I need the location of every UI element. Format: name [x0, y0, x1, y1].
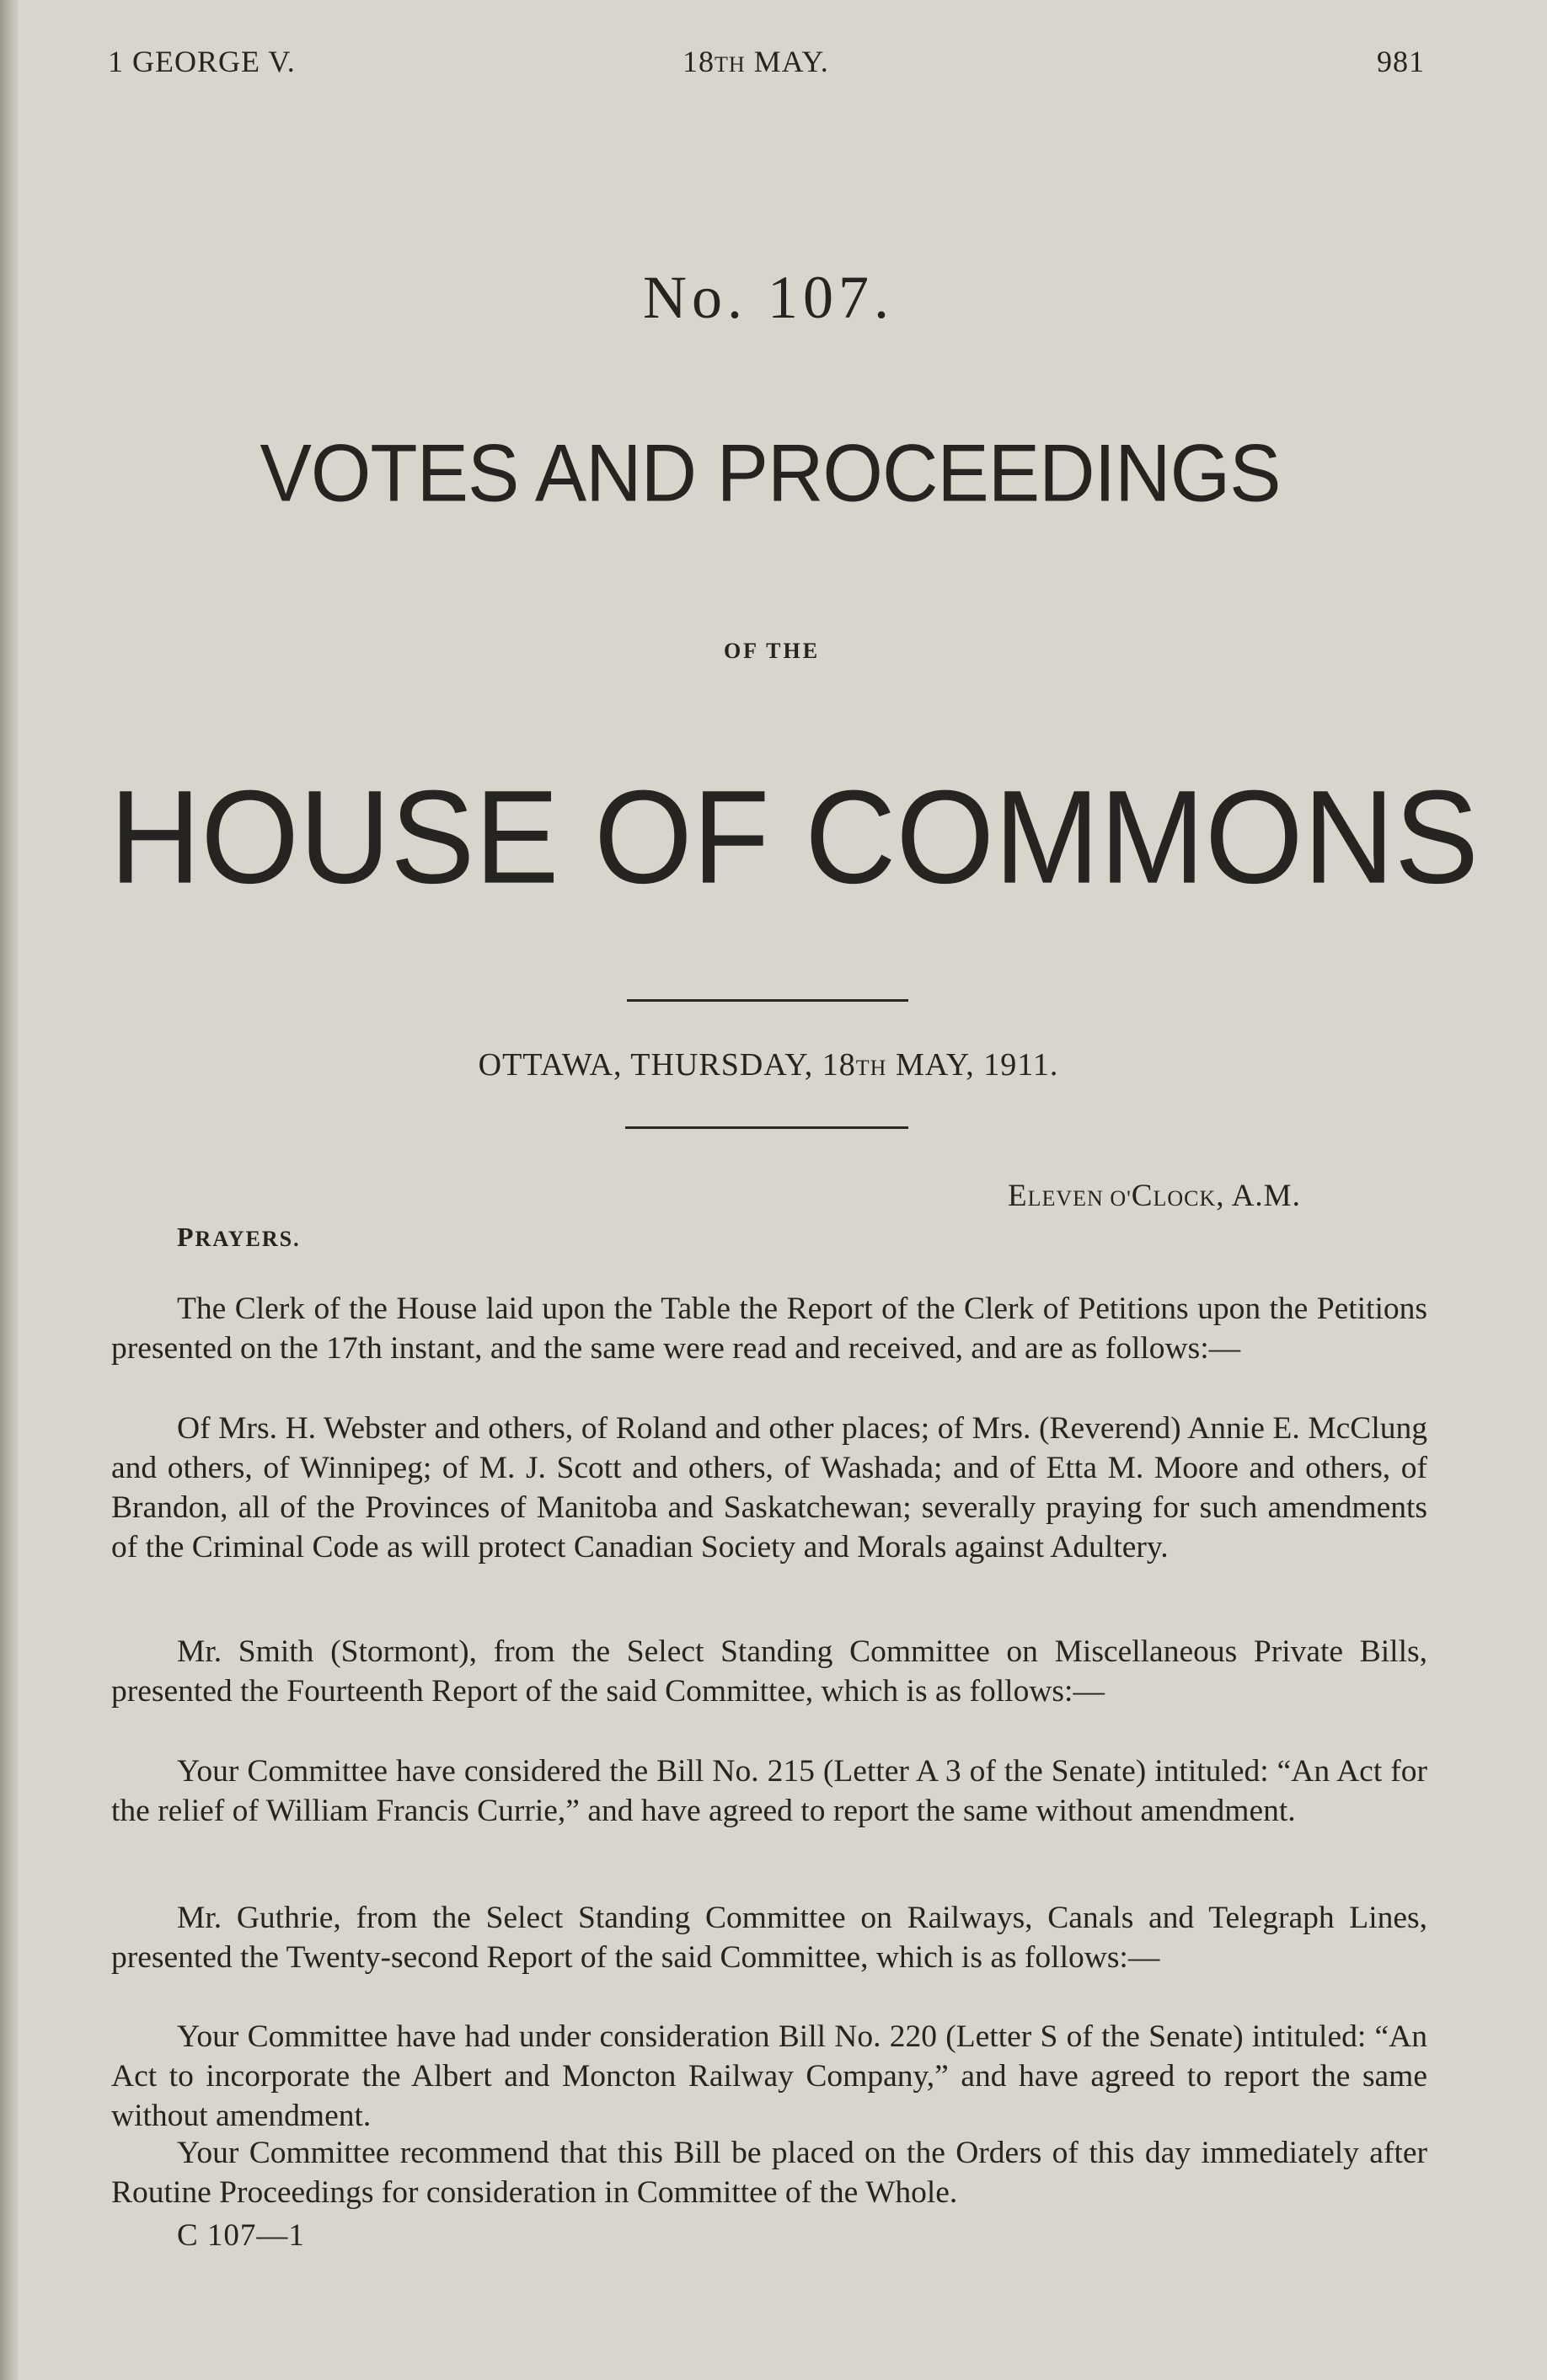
- title-connector: OF THE: [723, 639, 821, 663]
- sitting-time-ampm: , A.M.: [1216, 1179, 1301, 1213]
- paragraph-text: Your Committee have considered the Bill No. 215 (Letter A 3 of the Senate) intituled: “An Act for the relief of William Francis Currie,” and have agreed to report the same without amendment.: [111, 1754, 1427, 1828]
- prayers-rest: RAYERS.: [195, 1227, 301, 1251]
- place-date-ordinal: TH: [855, 1056, 887, 1080]
- prayers-initial: P: [177, 1222, 195, 1252]
- paragraph-text: Your Committee have had under consideration Bill No. 220 (Letter S of the Senate) intituled: “An Act to incorporate the Albert and Moncton Railway Company,” and have agreed to report the same without amendment.: [111, 2019, 1427, 2133]
- sitting-time: [1008, 1178, 1301, 1214]
- paragraph-clerk-report: [111, 1289, 1427, 1368]
- divider-rule-top: [627, 999, 908, 1002]
- paragraph-text: Of Mrs. H. Webster and others, of Roland and other places; of Mrs. (Reverend) Annie E. McClung and others, of Winnipeg; of M. J. Scott and others, of Washada; and of Etta M. Moore and others, of Brandon, all of the Provinces of Manitoba and Saskatchewan; severally praying for such amendments of the Criminal Code as will protect Canadian Society and Morals against Adultery.: [111, 1411, 1427, 1564]
- running-head-date: [682, 44, 829, 79]
- paragraph-bill-215: [111, 1752, 1427, 1831]
- paragraph-recommendation: [111, 2133, 1427, 2212]
- paragraph-bill-220: [111, 2017, 1427, 2136]
- sitting-time-e: E: [1008, 1179, 1028, 1213]
- prayers-heading: [177, 1222, 301, 1253]
- running-head-ordinal: TH: [715, 52, 746, 77]
- issue-number: No. 107.: [643, 264, 894, 331]
- paragraph-text: Mr. Smith (Stormont), from the Select Standing Committee on Miscellaneous Private Bills, presented the Fourteenth Report of the said Committee, which is as follows:—: [111, 1634, 1427, 1709]
- page-binding-edge: [0, 0, 19, 2380]
- paragraph-smith-report: [111, 1632, 1427, 1711]
- running-head-regnal-year: 1 GEORGE V.: [108, 45, 296, 78]
- place-and-date: [0, 1046, 1542, 1083]
- sitting-time-o: O': [1103, 1186, 1132, 1211]
- paragraph-petitions-list: [111, 1409, 1427, 1567]
- paragraph-text: Mr. Guthrie, from the Select Standing Committee on Railways, Canals and Telegraph Lines, presented the Twenty-second Report of the said Committee, which is as follows:—: [111, 1901, 1427, 1975]
- paragraph-text: The Clerk of the House laid upon the Table the Report of the Clerk of Petitions upon the Petitions presented on the 17th instant, and the same were read and received, and are as follows:—: [111, 1292, 1427, 1366]
- paragraph-guthrie-report: [111, 1898, 1427, 1977]
- place-date-rest: MAY, 1911.: [886, 1047, 1059, 1083]
- sitting-time-lock: LOCK: [1153, 1186, 1217, 1211]
- sitting-time-leven: LEVEN: [1027, 1186, 1104, 1211]
- running-head-day: 18: [682, 45, 715, 78]
- running-head-month: MAY.: [745, 45, 829, 78]
- signature-mark: C 107—1: [177, 2218, 305, 2253]
- place-date-main: OTTAWA, THURSDAY, 18: [478, 1047, 856, 1083]
- sitting-time-c: C: [1131, 1179, 1154, 1213]
- divider-rule-bottom: [625, 1126, 908, 1129]
- page-number: 981: [1377, 45, 1425, 78]
- title-house-of-commons: HOUSE OF COMMONS: [110, 762, 1480, 912]
- title-votes-and-proceedings: VOTES AND PROCEEDINGS: [260, 428, 1281, 519]
- paragraph-text: Your Committee recommend that this Bill be placed on the Orders of this day immediately after Routine Proceedings for consideration in Committee of the Whole.: [111, 2136, 1427, 2210]
